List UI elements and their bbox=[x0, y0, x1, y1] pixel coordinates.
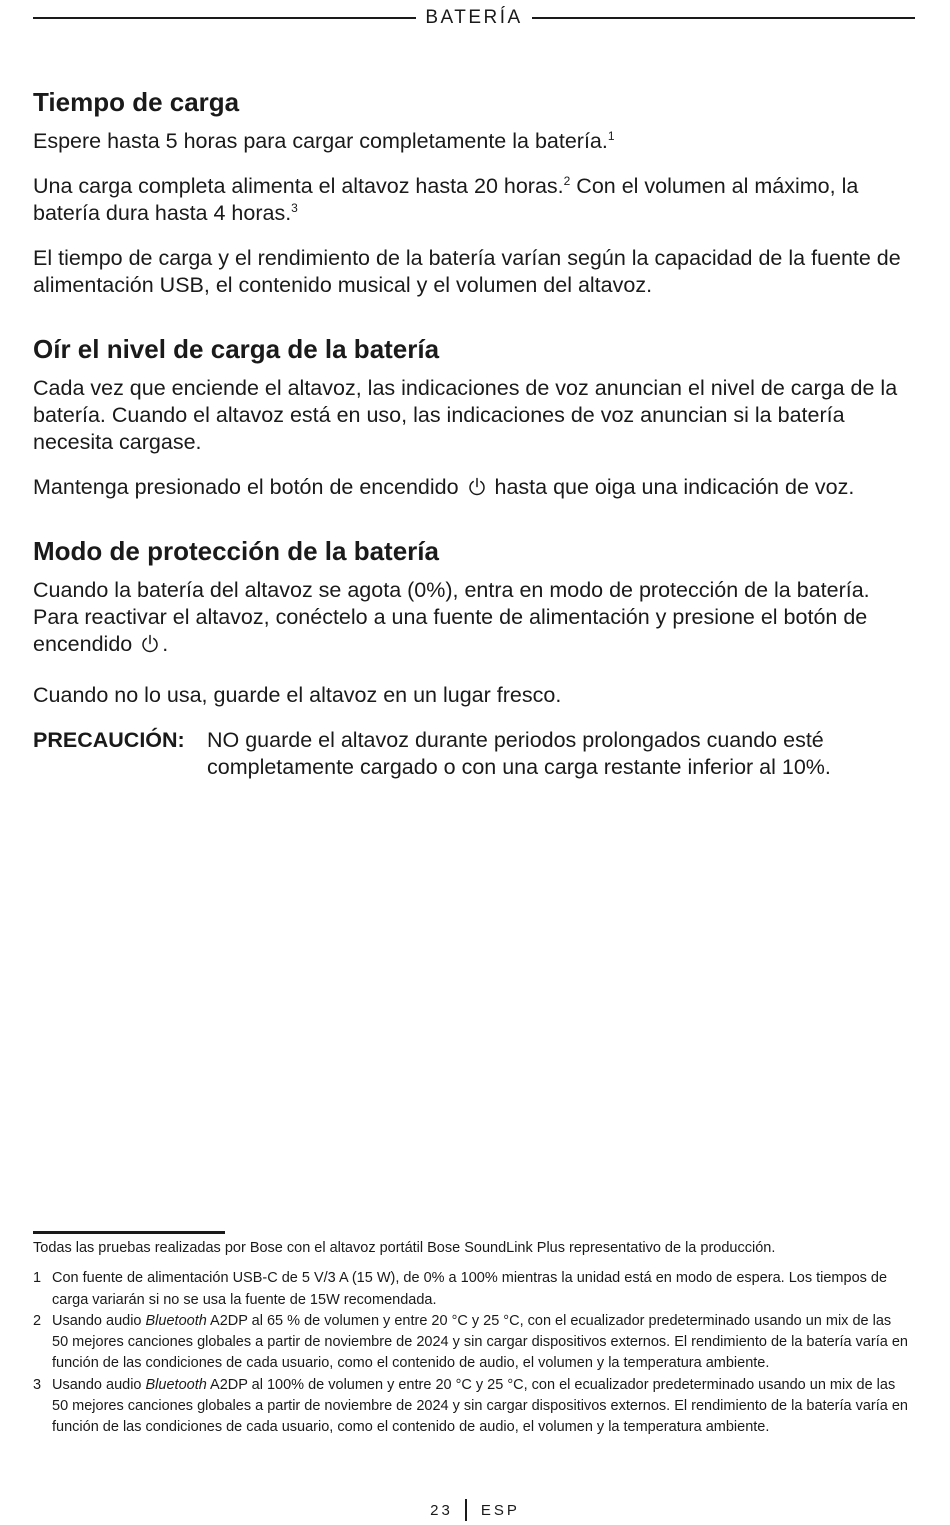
paragraph-text: Espere hasta 5 horas para cargar completamente la batería. bbox=[33, 129, 608, 153]
footnote-emphasis: Bluetooth bbox=[145, 1376, 207, 1393]
paragraph bbox=[33, 128, 918, 155]
header-rule-left bbox=[33, 17, 416, 19]
caution-note bbox=[33, 727, 918, 781]
footnote-item bbox=[33, 1375, 911, 1439]
footnote-number: 3 bbox=[33, 1376, 42, 1393]
main-content bbox=[33, 86, 918, 781]
paragraph: El tiempo de carga y el rendimiento de la batería varían según la capacidad de la fuente de alimentación USB, el contenido musical y el volumen del altavoz. bbox=[33, 246, 901, 297]
paragraph-text: . bbox=[162, 632, 169, 656]
header-rule-right bbox=[532, 17, 915, 19]
page-footer bbox=[0, 1499, 950, 1521]
paragraph bbox=[33, 173, 918, 227]
footnote-body bbox=[52, 1311, 911, 1375]
footer-separator bbox=[465, 1499, 467, 1521]
paragraph-text: Mantenga presionado el botón de encendido bbox=[33, 475, 465, 499]
footnote-number: 1 bbox=[33, 1270, 42, 1287]
paragraph: Cada vez que enciende el altavoz, las indicaciones de voz anuncian el nivel de carga de la batería. Cuando el altavoz está en uso, las indicaciones de voz anuncian si la batería necesita cargase. bbox=[33, 376, 898, 454]
footnotes bbox=[33, 1238, 911, 1439]
page-number: 23 bbox=[430, 1501, 453, 1519]
footnote-number: 2 bbox=[33, 1312, 42, 1329]
page-header bbox=[33, 6, 915, 30]
section-battery-protection bbox=[33, 535, 918, 781]
footnote-ref: 1 bbox=[607, 128, 615, 143]
section-heading: Oír el nivel de carga de la batería bbox=[33, 334, 440, 364]
footnote-ref: 2 bbox=[563, 173, 571, 188]
section-battery-level bbox=[33, 333, 918, 501]
footnote-body bbox=[52, 1375, 911, 1439]
language-code: ESP bbox=[480, 1501, 520, 1519]
footnote-text: A2DP al 65 % de volumen y entre 20 °C y 25 °C, con el ecualizador predeterminado usando un mix de las 50 mejores canciones globales a partir de noviembre de 2024 y sin cargar dispositivos externos. El rendimiento de la batería varía en función de las condiciones de cada usuario, como el contenido de audio, el volumen y la temperatura ambiente. bbox=[52, 1312, 908, 1372]
footnote-text: Usando audio bbox=[52, 1312, 146, 1329]
footnote-item bbox=[33, 1311, 911, 1375]
footnote-text: Con fuente de alimentación USB-C de 5 V/3 A (15 W), de 0% a 100% mientras la unidad está en modo de espera. Los tiempos de carga variarán si no se usa la fuente de 15W recomendada. bbox=[52, 1270, 888, 1308]
power-icon bbox=[467, 477, 487, 497]
section-heading: Modo de protección de la batería bbox=[33, 536, 439, 566]
paragraph bbox=[33, 577, 918, 658]
paragraph: Cuando no lo usa, guarde el altavoz en un lugar fresco. bbox=[33, 683, 562, 707]
section-charge-time bbox=[33, 86, 918, 299]
footnote-text: A2DP al 100% de volumen y entre 20 °C y 25 °C, con el ecualizador predeterminado usando un mix de las 50 mejores canciones globales a partir de noviembre de 2024 y sin cargar dispositivos externos. El rendimiento de la batería varía en función de las condiciones de cada usuario, como el contenido de audio, el volumen y la temperatura ambiente. bbox=[52, 1376, 908, 1436]
footnote-text: Usando audio bbox=[52, 1376, 146, 1393]
footnote-item bbox=[33, 1268, 911, 1311]
footnote-emphasis: Bluetooth bbox=[145, 1312, 207, 1329]
paragraph-text: Una carga completa alimenta el altavoz hasta 20 horas. bbox=[33, 174, 564, 198]
footnote-divider bbox=[33, 1231, 225, 1234]
paragraph-text: hasta que oiga una indicación de voz. bbox=[488, 475, 855, 499]
section-heading: Tiempo de carga bbox=[33, 87, 240, 117]
paragraph-text: Cuando la batería del altavoz se agota (0%), entra en modo de protección de la batería. Para reactivar el altavoz, conéctelo a una fuente de alimentación y presione el botón de encendido bbox=[33, 578, 870, 656]
footnote-ref: 3 bbox=[291, 200, 298, 215]
power-icon bbox=[140, 634, 160, 654]
paragraph-text: Con el volumen al máximo, la batería dura hasta 4 horas. bbox=[33, 174, 859, 225]
header-title: BATERÍA bbox=[425, 7, 523, 28]
footnote-intro: Todas las pruebas realizadas por Bose con el altavoz portátil Bose SoundLink Plus representativo de la producción. bbox=[33, 1240, 776, 1256]
caution-label: PRECAUCIÓN: bbox=[33, 728, 185, 752]
caution-text: NO guarde el altavoz durante periodos prolongados cuando esté completamente cargado o con una carga restante inferior al 10%. bbox=[207, 728, 831, 779]
paragraph bbox=[33, 474, 918, 501]
